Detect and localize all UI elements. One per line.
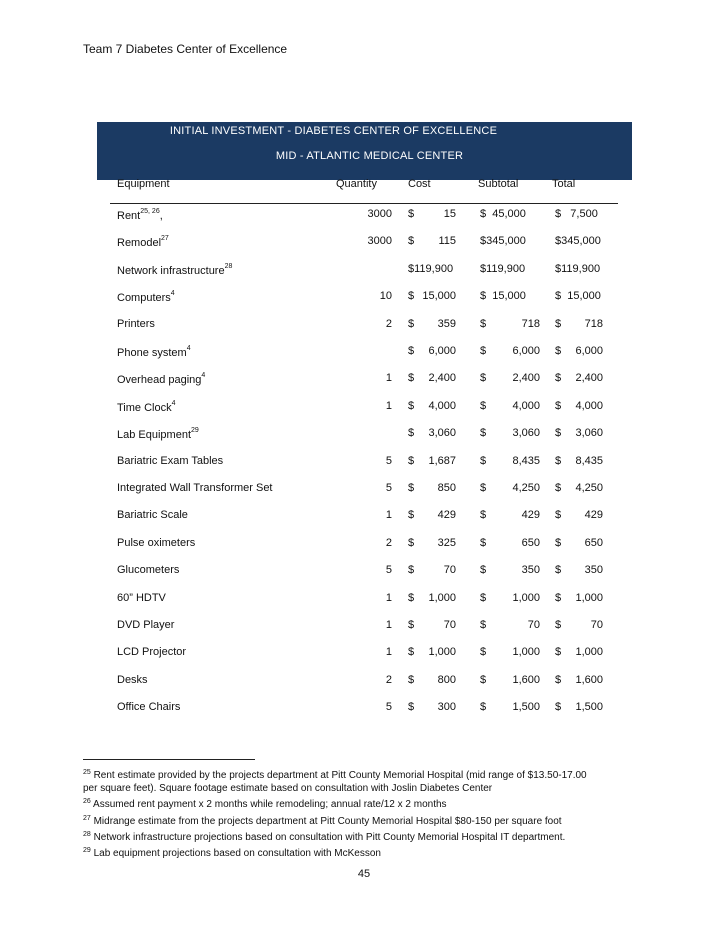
currency-symbol: $ — [555, 646, 562, 658]
table-row-item-name: LCD Projector — [117, 646, 187, 658]
footnote-line: per square feet). Square footage estimate based on consultation with Joslin Diabetes Center — [83, 783, 493, 795]
column-header-total: Total — [552, 178, 576, 190]
banner-line-2: MID - ATLANTIC MEDICAL CENTER — [275, 150, 464, 162]
currency-symbol: $ — [480, 400, 487, 412]
footnote-number: 25 — [83, 769, 91, 776]
currency-symbol: $ — [408, 455, 415, 467]
table-row-item-name: Network infrastructure$^{28}$ — [117, 263, 233, 277]
table-row-subtotal: 718 — [521, 318, 540, 330]
table-row-cost: 15,000 — [422, 290, 456, 302]
column-header-quantity: Quantity — [336, 178, 377, 190]
footnote-ref: 4 — [171, 400, 176, 407]
currency-symbol: $ — [408, 701, 415, 713]
currency-symbol: $ — [555, 509, 562, 521]
table-row-quantity: 1 — [385, 619, 392, 631]
currency-symbol: $ — [555, 701, 562, 713]
table-row-subtotal: 429 — [521, 509, 540, 521]
currency-symbol: $ — [408, 290, 415, 302]
table-row-total: 1,000 — [575, 592, 603, 604]
currency-symbol: $ — [408, 537, 415, 549]
table-row-cost: 429 — [437, 509, 456, 521]
table-row-total: $119,900 — [555, 263, 601, 275]
table-row-quantity: 5 — [385, 564, 392, 576]
currency-symbol: $ — [480, 646, 487, 658]
footnote-line: $^{29}$ Lab equipment projections based on consultation with McKesson — [83, 847, 381, 860]
table-row-item-name: Time Clock$^4$ — [117, 400, 176, 414]
currency-symbol: $ — [408, 564, 415, 576]
table-row-cost: 70 — [443, 619, 456, 631]
table-row-subtotal: $ 45,000 — [480, 208, 526, 220]
footnote-number: 29 — [83, 847, 91, 855]
table-row-subtotal: 4,250 — [512, 482, 540, 494]
table-row-subtotal: 1,500 — [512, 701, 540, 713]
table-row-cost: 4,000 — [428, 400, 456, 412]
table-row-item-name: Overhead paging$^4$ — [117, 372, 206, 386]
table-row-total: 1,600 — [575, 674, 603, 686]
table-row-quantity: 2 — [385, 318, 392, 330]
currency-symbol: $ — [480, 537, 487, 549]
currency-symbol: $ — [408, 208, 415, 220]
footnote-ref: 27 — [161, 235, 169, 242]
table-row-item-name: Desks — [117, 674, 148, 686]
table-row-total: 70 — [590, 619, 603, 631]
table-row-cost: 3,060 — [428, 427, 456, 439]
footnote-ref: 28 — [224, 263, 233, 270]
table-row-total: $ 15,000 — [555, 290, 601, 302]
table-row-quantity: 1 — [385, 372, 392, 384]
table-row-item-name: 60” HDTV — [117, 592, 166, 604]
table-row-cost: 800 — [437, 674, 456, 686]
footnote-divider — [83, 759, 255, 760]
table-row-cost: $119,900 — [408, 263, 454, 275]
table-row-total: 4,250 — [575, 482, 603, 494]
table-row-item-name: DVD Player — [117, 619, 175, 631]
table-row-subtotal: 2,400 — [512, 372, 540, 384]
footnote-ref: 25, 26 — [140, 208, 160, 215]
currency-symbol: $ — [480, 592, 487, 604]
table-row-total: 6,000 — [575, 345, 603, 357]
table-row-subtotal: $345,000 — [480, 235, 526, 247]
footnote-ref: 4 — [201, 372, 206, 379]
table-row-item-name: Bariatric Exam Tables — [117, 455, 224, 467]
currency-symbol: $ — [480, 372, 487, 384]
table-row-subtotal: 1,000 — [512, 592, 540, 604]
currency-symbol: $ — [408, 318, 415, 330]
table-row-subtotal: 3,060 — [512, 427, 540, 439]
table-row-cost: 850 — [437, 482, 456, 494]
currency-symbol: $ — [408, 427, 415, 439]
table-banner — [97, 122, 632, 180]
table-row-cost: 1,687 — [428, 455, 456, 467]
table-row-total: 3,060 — [575, 427, 603, 439]
table-row-item-name: Glucometers — [117, 564, 180, 576]
currency-symbol: $ — [555, 674, 562, 686]
column-header-equipment: Equipment — [117, 178, 170, 190]
table-row-item-name: Integrated Wall Transformer Set — [117, 482, 273, 494]
currency-symbol: $ — [480, 455, 487, 467]
table-row-item-name: Pulse oximeters — [117, 537, 196, 549]
table-row-item-name: Lab Equipment$^{29}$ — [117, 427, 199, 441]
table-row-subtotal: 70 — [527, 619, 540, 631]
table-row-subtotal: 1,000 — [512, 646, 540, 658]
table-row-cost: 2,400 — [428, 372, 456, 384]
table-row-total: 650 — [584, 537, 603, 549]
currency-symbol: $ — [408, 509, 415, 521]
table-row-quantity: 2 — [385, 537, 392, 549]
currency-symbol: $ — [555, 400, 562, 412]
table-row-cost: 15 — [443, 208, 456, 220]
table-row-cost: 300 — [437, 701, 456, 713]
table-row-quantity: 10 — [379, 290, 392, 302]
table-row-total: 1,000 — [575, 646, 603, 658]
table-row-subtotal: $ 15,000 — [480, 290, 526, 302]
table-row-item-name: Remodel$^{27}$ — [117, 235, 169, 249]
table-row-total: 350 — [584, 564, 603, 576]
currency-symbol: $ — [480, 318, 487, 330]
footnote-line: $^{28}$ Network infrastructure projections based on consultation with Pitt County Memorial Hospital IT department. — [83, 830, 566, 843]
table-row-cost: 6,000 — [428, 345, 456, 357]
table-row-subtotal: 6,000 — [512, 345, 540, 357]
currency-symbol: $ — [555, 592, 562, 604]
table-row-cost: 115 — [438, 235, 456, 247]
currency-symbol: $ — [555, 619, 562, 631]
table-row-quantity: 1 — [385, 400, 392, 412]
footnote-line: $^{25}$ Rent estimate provided by the projects department at Pitt County Memorial Hospital (mid range of $13.50-17.00 — [83, 769, 587, 781]
table-row-subtotal: 350 — [521, 564, 540, 576]
table-row-cost: 325 — [437, 537, 456, 549]
footnotes — [83, 766, 683, 860]
table-row-quantity: 2 — [385, 674, 392, 686]
header-divider — [110, 203, 618, 204]
table-row-subtotal: 1,600 — [512, 674, 540, 686]
table-row-quantity: 1 — [385, 592, 392, 604]
currency-symbol: $ — [408, 619, 415, 631]
table-row-quantity: 1 — [385, 646, 392, 658]
currency-symbol: $ — [480, 427, 487, 439]
table-row-item-name: Phone system$^4$ — [117, 345, 191, 359]
currency-symbol: $ — [555, 455, 562, 467]
table-row-cost: 1,000 — [428, 646, 456, 658]
currency-symbol: $ — [408, 400, 415, 412]
footnote-line: $^{27}$ Midrange estimate from the projects department at Pitt County Memorial Hospital $80-150 per square foot — [83, 814, 562, 827]
table-row-cost: 359 — [437, 318, 456, 330]
page-number: 45 — [357, 868, 371, 880]
currency-symbol: $ — [408, 345, 415, 357]
table-row-total: 4,000 — [575, 400, 603, 412]
currency-symbol: $ — [555, 482, 562, 494]
currency-symbol: $ — [555, 345, 562, 357]
column-header-subtotal: Subtotal — [478, 178, 519, 190]
table-row-item-name: Computers$^4$ — [117, 290, 175, 304]
footnote-ref: 4 — [170, 290, 175, 297]
currency-symbol: $ — [480, 701, 487, 713]
currency-symbol: $ — [555, 537, 562, 549]
table-row-quantity: 5 — [385, 701, 392, 713]
table-row-quantity: 5 — [385, 455, 392, 467]
currency-symbol: $ — [480, 674, 487, 686]
table-row-total: 8,435 — [575, 455, 603, 467]
table-row-subtotal: 650 — [521, 537, 540, 549]
currency-symbol: $ — [555, 427, 562, 439]
table-row-quantity: 3000 — [367, 208, 392, 220]
currency-symbol: $ — [480, 564, 487, 576]
table-row-quantity: 5 — [385, 482, 392, 494]
table-row-total: $345,000 — [555, 235, 601, 247]
currency-symbol: $ — [408, 674, 415, 686]
table-row-cost: 70 — [443, 564, 456, 576]
table-row-subtotal: 8,435 — [512, 455, 540, 467]
table-row-cost: 1,000 — [428, 592, 456, 604]
table-row-subtotal: $119,900 — [480, 263, 526, 275]
table-row-total: 1,500 — [575, 701, 603, 713]
table-row-total: 429 — [584, 509, 603, 521]
currency-symbol: $ — [480, 345, 487, 357]
footnote-line: $^{26}$ Assumed rent payment x 2 months while remodeling; annual rate/12 x 2 months — [83, 798, 447, 811]
table-row-total: 2,400 — [575, 372, 603, 384]
table-row-subtotal: 4,000 — [512, 400, 540, 412]
footnote-number: 26 — [83, 798, 91, 806]
column-header-cost: Cost — [408, 178, 431, 190]
footnote-ref: 4 — [186, 345, 191, 352]
currency-symbol: $ — [408, 646, 415, 658]
table-row-quantity: 1 — [385, 509, 392, 521]
footnote-number: 28 — [83, 830, 91, 838]
page-header-title: Team 7 Diabetes Center of Excellence — [83, 42, 288, 56]
currency-symbol: $ — [555, 318, 562, 330]
currency-symbol: $ — [408, 235, 415, 247]
currency-symbol: $ — [480, 509, 487, 521]
currency-symbol: $ — [408, 482, 415, 494]
table-row-total: 718 — [584, 318, 603, 330]
currency-symbol: $ — [408, 592, 415, 604]
currency-symbol: $ — [408, 372, 415, 384]
table-row-quantity: 3000 — [367, 235, 392, 247]
banner-line-1: INITIAL INVESTMENT - DIABETES CENTER OF EXCELLENCE — [169, 125, 498, 137]
currency-symbol: $ — [480, 482, 487, 494]
table-row-item-name: Office Chairs — [117, 701, 181, 713]
currency-symbol: $ — [480, 619, 487, 631]
currency-symbol: $ — [555, 372, 562, 384]
currency-symbol: $ — [555, 564, 562, 576]
footnote-ref: 29 — [191, 427, 199, 434]
table-row-item-name: Bariatric Scale — [117, 509, 188, 521]
table-row-item-name: Printers — [117, 318, 155, 330]
table-row-total: $ 7,500 — [555, 208, 598, 220]
footnote-number: 27 — [83, 814, 91, 822]
table-row-item-name: Rent$^{25, 26}$, — [117, 208, 163, 222]
